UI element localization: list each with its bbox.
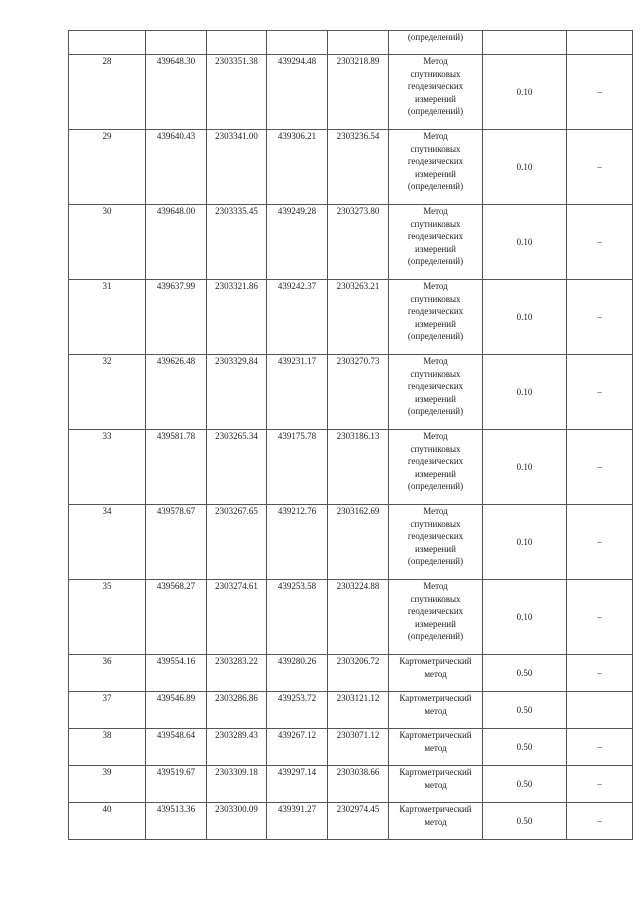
extra-value: – bbox=[567, 580, 633, 655]
extra-value: – bbox=[567, 130, 633, 205]
extra-value: – bbox=[567, 430, 633, 505]
method-line: спутниковых bbox=[410, 593, 461, 604]
coord-y1: 2303286.86 bbox=[207, 692, 267, 729]
method-line: Метод bbox=[423, 56, 448, 66]
method-line: спутниковых bbox=[410, 293, 461, 304]
point-number: 31 bbox=[69, 280, 146, 355]
cell-empty bbox=[69, 31, 146, 55]
coord-y2: 2303162.69 bbox=[328, 505, 389, 580]
point-number: 28 bbox=[69, 55, 146, 130]
coordinates-table bbox=[68, 30, 633, 840]
method-line: геодезических bbox=[407, 306, 464, 316]
coord-y1: 2303335.45 bbox=[207, 205, 267, 280]
coord-x2: 439297.14 bbox=[267, 766, 328, 803]
table-row bbox=[69, 655, 633, 692]
accuracy: 0.50 bbox=[483, 729, 567, 766]
method-line: геодезических bbox=[407, 456, 464, 466]
method-line: геодезических bbox=[407, 381, 464, 391]
coord-y2: 2303236.54 bbox=[328, 130, 389, 205]
method-tail: (определений) bbox=[407, 32, 464, 42]
coord-x1: 439637.99 bbox=[146, 280, 207, 355]
coord-y2: 2303121.12 bbox=[328, 692, 389, 729]
point-number: 35 bbox=[69, 580, 146, 655]
method-line: Картометрический bbox=[399, 693, 472, 703]
coord-x1: 439519.67 bbox=[146, 766, 207, 803]
table-row bbox=[69, 766, 633, 803]
method-line: метод bbox=[424, 742, 447, 753]
coord-y1: 2303309.18 bbox=[207, 766, 267, 803]
point-number: 39 bbox=[69, 766, 146, 803]
method-line: Картометрический bbox=[399, 804, 472, 814]
method-line: (определений) bbox=[407, 406, 464, 416]
coord-x1: 439648.30 bbox=[146, 55, 207, 130]
method-line: метод bbox=[424, 779, 447, 790]
table-row bbox=[69, 280, 633, 355]
extra-value: – bbox=[567, 355, 633, 430]
method-cell bbox=[389, 766, 483, 803]
coord-x2: 439253.72 bbox=[267, 692, 328, 729]
accuracy: 0.10 bbox=[483, 430, 567, 505]
method-cell bbox=[389, 430, 483, 505]
method-cell bbox=[389, 205, 483, 280]
coord-x1: 439640.43 bbox=[146, 130, 207, 205]
table-row bbox=[69, 430, 633, 505]
accuracy: 0.50 bbox=[483, 655, 567, 692]
coord-y2: 2303038.66 bbox=[328, 766, 389, 803]
method-line: измерений bbox=[415, 243, 456, 254]
extra-value: – bbox=[567, 505, 633, 580]
method-line: геодезических bbox=[407, 81, 464, 91]
cell-empty bbox=[267, 31, 328, 55]
method-line: измерений bbox=[415, 393, 456, 404]
coord-x2: 439294.48 bbox=[267, 55, 328, 130]
table-body bbox=[69, 31, 633, 840]
coord-x2: 439391.27 bbox=[267, 803, 328, 840]
method-line: измерений bbox=[415, 543, 456, 554]
table-row bbox=[69, 692, 633, 729]
coord-x1: 439626.48 bbox=[146, 355, 207, 430]
method-cell bbox=[389, 580, 483, 655]
method-cell bbox=[389, 505, 483, 580]
extra-value: – bbox=[567, 729, 633, 766]
method-line: Метод bbox=[423, 356, 448, 366]
method-line: (определений) bbox=[407, 631, 464, 641]
accuracy: 0.50 bbox=[483, 766, 567, 803]
coord-y1: 2303267.65 bbox=[207, 505, 267, 580]
point-number: 33 bbox=[69, 430, 146, 505]
table-row bbox=[69, 130, 633, 205]
extra-value bbox=[567, 692, 633, 729]
method-line: спутниковых bbox=[410, 518, 461, 529]
method-line: метод bbox=[424, 705, 447, 716]
method-line: спутниковых bbox=[410, 443, 461, 454]
continuation-row bbox=[69, 31, 633, 55]
extra-value: – bbox=[567, 205, 633, 280]
cell-empty bbox=[567, 31, 633, 55]
accuracy: 0.10 bbox=[483, 130, 567, 205]
coord-x1: 439581.78 bbox=[146, 430, 207, 505]
method-cell bbox=[389, 655, 483, 692]
method-cell bbox=[389, 729, 483, 766]
coord-y2: 2303186.13 bbox=[328, 430, 389, 505]
method-line: (определений) bbox=[407, 556, 464, 566]
accuracy: 0.50 bbox=[483, 803, 567, 840]
extra-value: – bbox=[567, 655, 633, 692]
coord-y1: 2303329.84 bbox=[207, 355, 267, 430]
method-line: (определений) bbox=[407, 331, 464, 341]
cell-empty bbox=[328, 31, 389, 55]
extra-value: – bbox=[567, 803, 633, 840]
extra-value: – bbox=[567, 280, 633, 355]
coord-y1: 2303265.34 bbox=[207, 430, 267, 505]
coord-y2: 2302974.45 bbox=[328, 803, 389, 840]
coord-y2: 2303273.80 bbox=[328, 205, 389, 280]
coord-x2: 439231.17 bbox=[267, 355, 328, 430]
method-line: измерений bbox=[415, 468, 456, 479]
point-number: 38 bbox=[69, 729, 146, 766]
coord-y1: 2303351.38 bbox=[207, 55, 267, 130]
method-line: Картометрический bbox=[399, 730, 472, 740]
method-line: геодезических bbox=[407, 156, 464, 166]
method-cell bbox=[389, 692, 483, 729]
coord-x1: 439554.16 bbox=[146, 655, 207, 692]
method-line: геодезических bbox=[407, 231, 464, 241]
accuracy: 0.10 bbox=[483, 505, 567, 580]
extra-value: – bbox=[567, 766, 633, 803]
table-row bbox=[69, 803, 633, 840]
method-cell bbox=[389, 55, 483, 130]
table-row bbox=[69, 355, 633, 430]
method-cell bbox=[389, 803, 483, 840]
accuracy: 0.10 bbox=[483, 55, 567, 130]
method-line: Картометрический bbox=[399, 656, 472, 666]
coord-y2: 2303206.72 bbox=[328, 655, 389, 692]
method-line: спутниковых bbox=[410, 68, 461, 79]
point-number: 32 bbox=[69, 355, 146, 430]
method-line: спутниковых bbox=[410, 143, 461, 154]
method-line: геодезических bbox=[407, 531, 464, 541]
cell-empty bbox=[207, 31, 267, 55]
coord-x2: 439267.12 bbox=[267, 729, 328, 766]
table-row bbox=[69, 205, 633, 280]
method-cell bbox=[389, 130, 483, 205]
method-line: Метод bbox=[423, 506, 448, 516]
coord-y1: 2303321.86 bbox=[207, 280, 267, 355]
point-number: 36 bbox=[69, 655, 146, 692]
method-line: (определений) bbox=[407, 256, 464, 266]
method-cell bbox=[389, 355, 483, 430]
point-number: 30 bbox=[69, 205, 146, 280]
table-row bbox=[69, 505, 633, 580]
method-line: измерений bbox=[415, 318, 456, 329]
extra-value: – bbox=[567, 55, 633, 130]
coord-x1: 439513.36 bbox=[146, 803, 207, 840]
method-line: измерений bbox=[415, 618, 456, 629]
method-line: измерений bbox=[415, 168, 456, 179]
method-line: спутниковых bbox=[410, 218, 461, 229]
method-line: геодезических bbox=[407, 606, 464, 616]
coord-y2: 2303218.89 bbox=[328, 55, 389, 130]
table-row bbox=[69, 55, 633, 130]
method-line: Метод bbox=[423, 581, 448, 591]
coord-x2: 439253.58 bbox=[267, 580, 328, 655]
method-line: Метод bbox=[423, 431, 448, 441]
method-line: Метод bbox=[423, 281, 448, 291]
method-line: Метод bbox=[423, 206, 448, 216]
coord-y1: 2303274.61 bbox=[207, 580, 267, 655]
point-number: 37 bbox=[69, 692, 146, 729]
coord-x2: 439280.26 bbox=[267, 655, 328, 692]
method-line: Метод bbox=[423, 131, 448, 141]
coord-y1: 2303283.22 bbox=[207, 655, 267, 692]
coord-x2: 439242.37 bbox=[267, 280, 328, 355]
method-line: метод bbox=[424, 816, 447, 827]
accuracy: 0.10 bbox=[483, 280, 567, 355]
table-row bbox=[69, 729, 633, 766]
coord-x1: 439578.67 bbox=[146, 505, 207, 580]
method-tail-cell bbox=[389, 31, 483, 55]
coord-y1: 2303341.00 bbox=[207, 130, 267, 205]
coord-y2: 2303270.73 bbox=[328, 355, 389, 430]
coord-y2: 2303224.88 bbox=[328, 580, 389, 655]
coord-x1: 439568.27 bbox=[146, 580, 207, 655]
method-line: спутниковых bbox=[410, 368, 461, 379]
cell-empty bbox=[483, 31, 567, 55]
point-number: 40 bbox=[69, 803, 146, 840]
method-line: (определений) bbox=[407, 481, 464, 491]
coord-y1: 2303300.09 bbox=[207, 803, 267, 840]
coord-y2: 2303263.21 bbox=[328, 280, 389, 355]
coord-x1: 439548.64 bbox=[146, 729, 207, 766]
method-line: (определений) bbox=[407, 106, 464, 116]
coord-x2: 439249.28 bbox=[267, 205, 328, 280]
coord-x2: 439212.76 bbox=[267, 505, 328, 580]
coord-y1: 2303289.43 bbox=[207, 729, 267, 766]
method-line: Картометрический bbox=[399, 767, 472, 777]
accuracy: 0.10 bbox=[483, 355, 567, 430]
method-line: метод bbox=[424, 668, 447, 679]
accuracy: 0.50 bbox=[483, 692, 567, 729]
point-number: 34 bbox=[69, 505, 146, 580]
method-line: (определений) bbox=[407, 181, 464, 191]
coord-x2: 439175.78 bbox=[267, 430, 328, 505]
coord-x1: 439546.89 bbox=[146, 692, 207, 729]
table-row bbox=[69, 580, 633, 655]
coord-y2: 2303071.12 bbox=[328, 729, 389, 766]
point-number: 29 bbox=[69, 130, 146, 205]
method-line: измерений bbox=[415, 93, 456, 104]
accuracy: 0.10 bbox=[483, 580, 567, 655]
method-cell bbox=[389, 280, 483, 355]
coord-x2: 439306.21 bbox=[267, 130, 328, 205]
accuracy: 0.10 bbox=[483, 205, 567, 280]
coord-x1: 439648.00 bbox=[146, 205, 207, 280]
cell-empty bbox=[146, 31, 207, 55]
